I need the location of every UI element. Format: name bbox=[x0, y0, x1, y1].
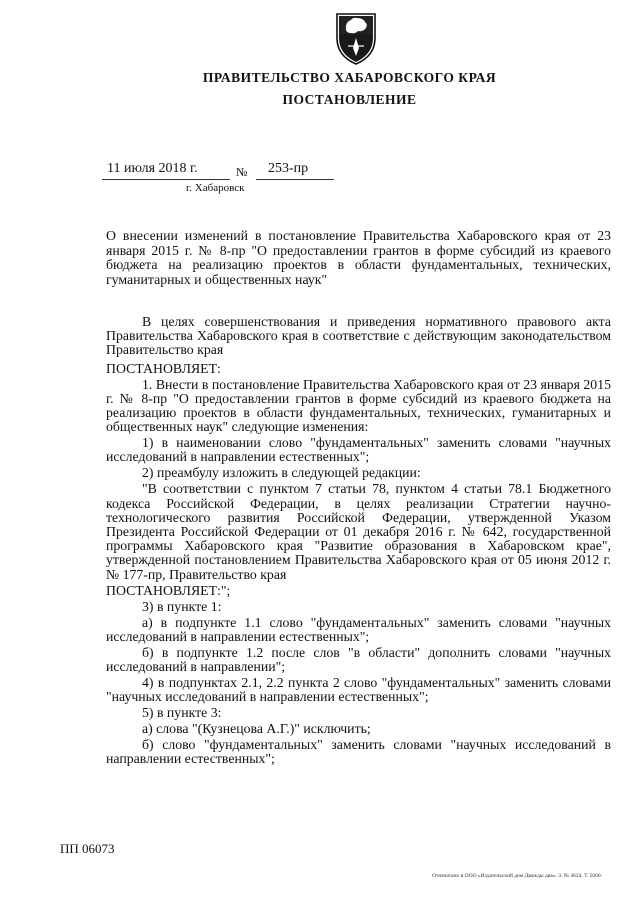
paragraph: 1) в наименовании слово "фундаментальных" заменить словами "научных исследований в направлении естественных"; bbox=[106, 435, 611, 465]
number-sign: № bbox=[236, 165, 248, 179]
paragraph: "В соответствии с пунктом 7 статьи 78, пунктом 4 статьи 78.1 Бюджетного кодекса Российской Федерации, в целях реализации Стратегии научно-технологического развития Российской Федерации, утвержденной Указом Президента Российской Федерации от 01 декабря 2016 г. № 642, государственной программы Хабаровского края "Развитие образования в Хабаровском крае", утвержденной постановлением Правительства Хабаровского края от 05 июня 2012 г. № 177-пр, Правительство края bbox=[106, 481, 611, 582]
document-body bbox=[106, 315, 611, 768]
resolves-heading: ПОСТАНОВЛЯЕТ: bbox=[106, 360, 221, 376]
paragraph: а) в подпункте 1.1 слово "фундаментальных" заменить словами "научных исследований в направлении естественных"; bbox=[106, 614, 611, 644]
paragraph: В целях совершенствования и приведения нормативного правового акта Правительства Хабаровского края в соответствие с действующим законодательством Правительство края bbox=[106, 314, 611, 358]
paragraph: 4) в подпунктах 2.1, 2.2 пункта 2 слово "фундаментальных" заменить словами "научных исследований в направлении естественных"; bbox=[106, 675, 611, 705]
paragraph: а) слова "(Кузнецова А.Г.)" исключить; bbox=[142, 721, 371, 737]
printer-imprint: Отпечатано в ООО «Издательский дом Дважды два». З. № 4624. Т. 5000. bbox=[432, 873, 603, 879]
document-number: 253-пр bbox=[268, 161, 309, 176]
document-subject: О внесении изменений в постановление Правительства Хабаровского края от 23 января 2015 г. № 8-пр "О предоставлении грантов в форме субсидий из краевого бюджета на реализацию проектов в области фундаментальных, технических, гуманитарных и общественных наук" bbox=[106, 228, 611, 287]
paragraph: 5) в пункте 3: bbox=[142, 705, 222, 721]
paragraph: 1. Внести в постановление Правительства Хабаровского края от 23 января 2015 г. № 8-пр "О предоставлении грантов в форме субсидий из краевого бюджета на реализацию проектов в области фундаментальных, технических, гуманитарных и общественных наук" следующие изменения: bbox=[106, 376, 611, 435]
paragraph: 3) в пункте 1: bbox=[142, 598, 222, 614]
document-type-title: ПОСТАНОВЛЕНИЕ bbox=[282, 92, 417, 107]
paragraph: б) в подпункте 1.2 после слов "в области" дополнить словами "научных исследований в направлении"; bbox=[106, 644, 611, 675]
resolves-heading-quoted: ПОСТАНОВЛЯЕТ:"; bbox=[106, 582, 231, 598]
coat-of-arms-emblem bbox=[333, 8, 379, 66]
paragraph: 2) преамбулу изложить в следующей редакции: bbox=[142, 465, 421, 481]
document-date: 11 июля 2018 г. bbox=[107, 161, 198, 176]
document-city: г. Хабаровск bbox=[186, 182, 245, 194]
paragraph: б) слово "фундаментальных" заменить словами "научных исследований в направлении естественных"; bbox=[106, 737, 611, 767]
date-underline bbox=[102, 179, 230, 180]
document-code: ПП 06073 bbox=[60, 841, 115, 856]
government-title: ПРАВИТЕЛЬСТВО ХАБАРОВСКОГО КРАЯ bbox=[202, 70, 497, 85]
number-underline bbox=[256, 179, 334, 180]
